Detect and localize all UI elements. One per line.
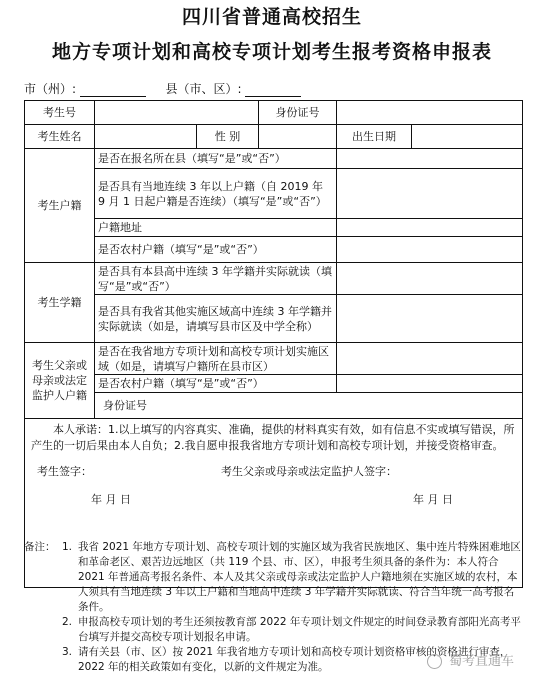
schooling-group-label: 考生学籍	[25, 263, 95, 343]
guardian-a1[interactable]	[337, 343, 523, 375]
gender-label: 性 别	[197, 125, 259, 149]
schooling-q1: 是否具有本县高中连续 3 年学籍并实际就读（填写“是”或“否”）	[95, 263, 337, 295]
household-q1: 是否在报名所在县（填写“是”或“否”）	[95, 149, 337, 169]
household-address-field[interactable]	[337, 219, 523, 237]
exam-no-field[interactable]	[95, 101, 259, 125]
id-field[interactable]	[337, 101, 523, 125]
exam-no-label: 考生号	[25, 101, 95, 125]
note-1-text: 我省 2021 年地方专项计划、高校专项计划的实施区域为我省民族地区、集中连片特殊困难地区和革命老区、艰苦边远地区（共 119 个县、市、区），申报考生须具备的条件为：本人符合 2021 年普通高考报名条件、本人及其父亲或母亲或法定监护人户籍地须在实施区域的农村，本人须具有当地连续 3 年以上户籍和当地高中连续 3 年学籍并实际就读、符合当年统一高考报名条件。	[78, 541, 521, 613]
household-a2[interactable]	[337, 169, 523, 219]
household-group-label: 考生户籍	[25, 149, 95, 263]
guardian-group-label: 考生父亲或母亲或法定监护人户籍	[25, 343, 95, 419]
region-header	[24, 80, 301, 97]
city-field[interactable]	[80, 84, 146, 97]
note-3-num: 3.	[62, 646, 73, 658]
student-sign-label: 考生签字：	[37, 465, 92, 478]
birth-label: 出生日期	[337, 125, 412, 149]
guardian-id-label: 身份证号	[95, 393, 523, 419]
guardian-q2: 是否农村户籍（填写“是”或“否”）	[95, 375, 337, 393]
note-1-num: 1.	[62, 541, 73, 553]
county-label: 县（市、区）:	[165, 82, 242, 96]
guardian-q1: 是否在我省地方专项计划和高校专项计划实施区域（如是，请填写户籍所在县市区）	[95, 343, 337, 375]
city-label: 市（州）:	[24, 82, 77, 96]
note-3-text: 请有关县（市、区）按 2021 年我省地方专项计划和高校专项计划资格审核的资格进行审查，2022 年的相关政策如有变化，以新的文件规定为准。	[78, 646, 511, 673]
title-line-2: 地方专项计划和高校专项计划考生报考资格申报表	[51, 41, 492, 63]
watermark	[427, 650, 514, 669]
guardian-sign-date: 年 月 日	[413, 493, 453, 506]
schooling-a2[interactable]	[337, 295, 523, 343]
birth-field[interactable]	[412, 125, 523, 149]
name-field[interactable]	[95, 125, 197, 149]
student-sign-date: 年 月 日	[91, 493, 131, 506]
guardian-a2[interactable]	[337, 375, 523, 393]
household-a3[interactable]	[337, 237, 523, 263]
county-field[interactable]	[245, 84, 301, 97]
guardian-sign-label: 考生父亲或母亲或法定监护人签字：	[221, 465, 397, 478]
household-address-label: 户籍地址	[95, 219, 337, 237]
household-q3: 是否农村户籍（填写“是”或“否”）	[95, 237, 337, 263]
schooling-q2: 是否具有我省其他实施区域高中连续 3 年学籍并实际就读（如是，请填写县市区及中学全称）	[95, 295, 337, 343]
title-line-1: 四川省普通高校招生	[181, 6, 362, 28]
id-label: 身份证号	[259, 101, 337, 125]
note-2-num: 2.	[62, 616, 73, 628]
notes-label: 备注：	[24, 541, 56, 553]
watermark-text: 蜀考直通车	[448, 654, 514, 669]
schooling-a1[interactable]	[337, 263, 523, 295]
household-q2: 是否具有当地连续 3 年以上户籍（自 2019 年 9 月 1 日起户籍是否连续）（填写“是”或“否”）	[95, 169, 337, 219]
watermark-logo-icon	[427, 654, 442, 669]
household-a1[interactable]	[337, 149, 523, 169]
pledge-text: 本人承诺：1.以上填写的内容真实、准确，提供的材料真实有效，如有信息不实或填写错误，所产生的一切后果由本人自负；2.我自愿申报我省地方专项计划和高校专项计划，并接受资格审查。	[31, 423, 515, 452]
gender-field[interactable]	[259, 125, 337, 149]
note-2-text: 申报高校专项计划的考生还须按教育部 2022 年专项计划文件规定的时间登录教育部阳光高考平台填写并提交高校专项计划报名申请。	[78, 616, 521, 643]
application-form	[24, 100, 523, 588]
name-label: 考生姓名	[25, 125, 95, 149]
